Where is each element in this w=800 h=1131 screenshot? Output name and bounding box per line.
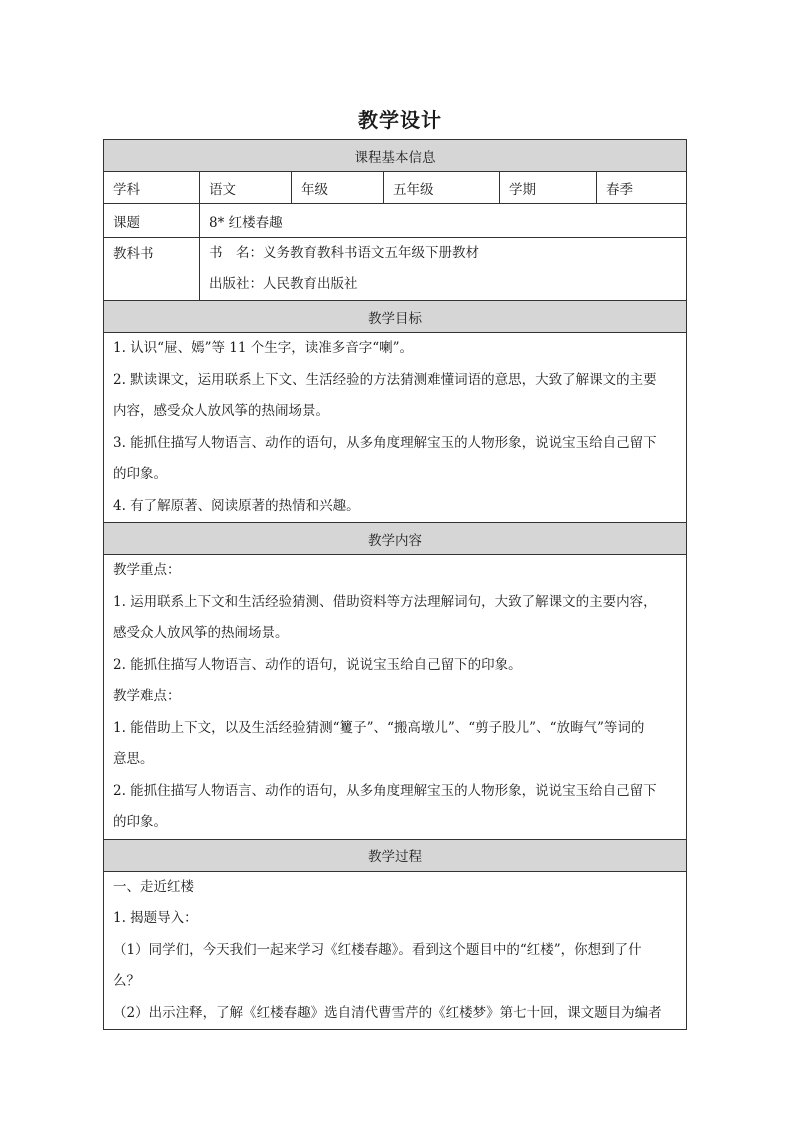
content-line: 2. 能抓住描写人物语言、动作的语句，从多角度理解宝玉的人物形象，说说宝玉给自己留下 (113, 782, 657, 799)
textbook-line: 出版社：人民教育出版社 (209, 276, 358, 292)
process-line: 一、走近红楼 (113, 878, 194, 895)
content-line: 2. 能抓住描写人物语言、动作的语句，说说宝玉给自己留下的印象。 (113, 656, 522, 673)
subject-label: 学科 (104, 172, 200, 204)
lesson-label: 课题 (104, 204, 200, 238)
subject-value: 语文 (200, 172, 292, 204)
content-body (104, 555, 687, 840)
content-line: 教学重点： (113, 562, 181, 578)
content-line: 意思。 (113, 751, 154, 767)
content-line: 教学难点： (113, 688, 181, 704)
process-body (104, 871, 687, 1030)
goal-line: 4. 有了解原著、阅读原著的热情和兴趣。 (113, 497, 360, 514)
term-value: 春季 (597, 172, 687, 204)
textbook-label: 教科书 (104, 238, 200, 301)
lesson-value: 8* 红楼春趣 (200, 204, 687, 238)
section-header-content: 教学内容 (104, 523, 687, 555)
section-header-basic-info: 课程基本信息 (104, 140, 687, 172)
goal-line: 2. 默读课文，运用联系上下文、生活经验的方法猜测难懂词语的意思，大致了解课文的主要 (113, 371, 657, 388)
content-line: 1. 能借助上下文，以及生活经验猜测“籰子”、“搬高墩儿”、“剪子股儿”、“放晦气”等词的 (113, 719, 645, 736)
process-line: 么？ (113, 973, 140, 989)
process-line: 1. 揭题导入： (113, 910, 198, 926)
goal-line: 的印象。 (113, 466, 167, 482)
content-line: 感受众人放风筝的热闹场景。 (113, 625, 289, 641)
textbook-line: 书 名：义务教育教科书语文五年级下册教材 (209, 245, 479, 261)
content-line: 1. 运用联系上下文和生活经验猜测、借助资料等方法理解词句，大致了解课文的主要内容， (113, 593, 657, 610)
grade-value: 五年级 (384, 172, 500, 204)
grade-label: 年级 (292, 172, 384, 204)
term-label: 学期 (500, 172, 597, 204)
textbook-value (200, 238, 687, 301)
section-header-process: 教学过程 (104, 839, 687, 871)
section-header-goals: 教学目标 (104, 301, 687, 333)
process-line: （2）出示注释，了解《红楼春趣》选自清代曹雪芹的《红楼梦》第七十回，课文题目为编者 (113, 1004, 662, 1021)
process-line: （1）同学们，今天我们一起来学习《红楼春趣》。看到这个题目中的“红楼”，你想到了什 (113, 941, 642, 958)
content-line: 的印象。 (113, 814, 167, 830)
page-title: 教学设计 (358, 108, 442, 132)
lesson-plan-table (103, 139, 687, 1030)
goal-line: 3. 能抓住描写人物语言、动作的语句，从多角度理解宝玉的人物形象，说说宝玉给自己留下 (113, 434, 657, 451)
goal-line: 1. 认识“屉、嫣”等 11 个生字，读准多音字“喇”。 (113, 340, 414, 356)
goals-body (104, 333, 687, 523)
goal-line: 内容，感受众人放风筝的热闹场景。 (113, 403, 329, 419)
